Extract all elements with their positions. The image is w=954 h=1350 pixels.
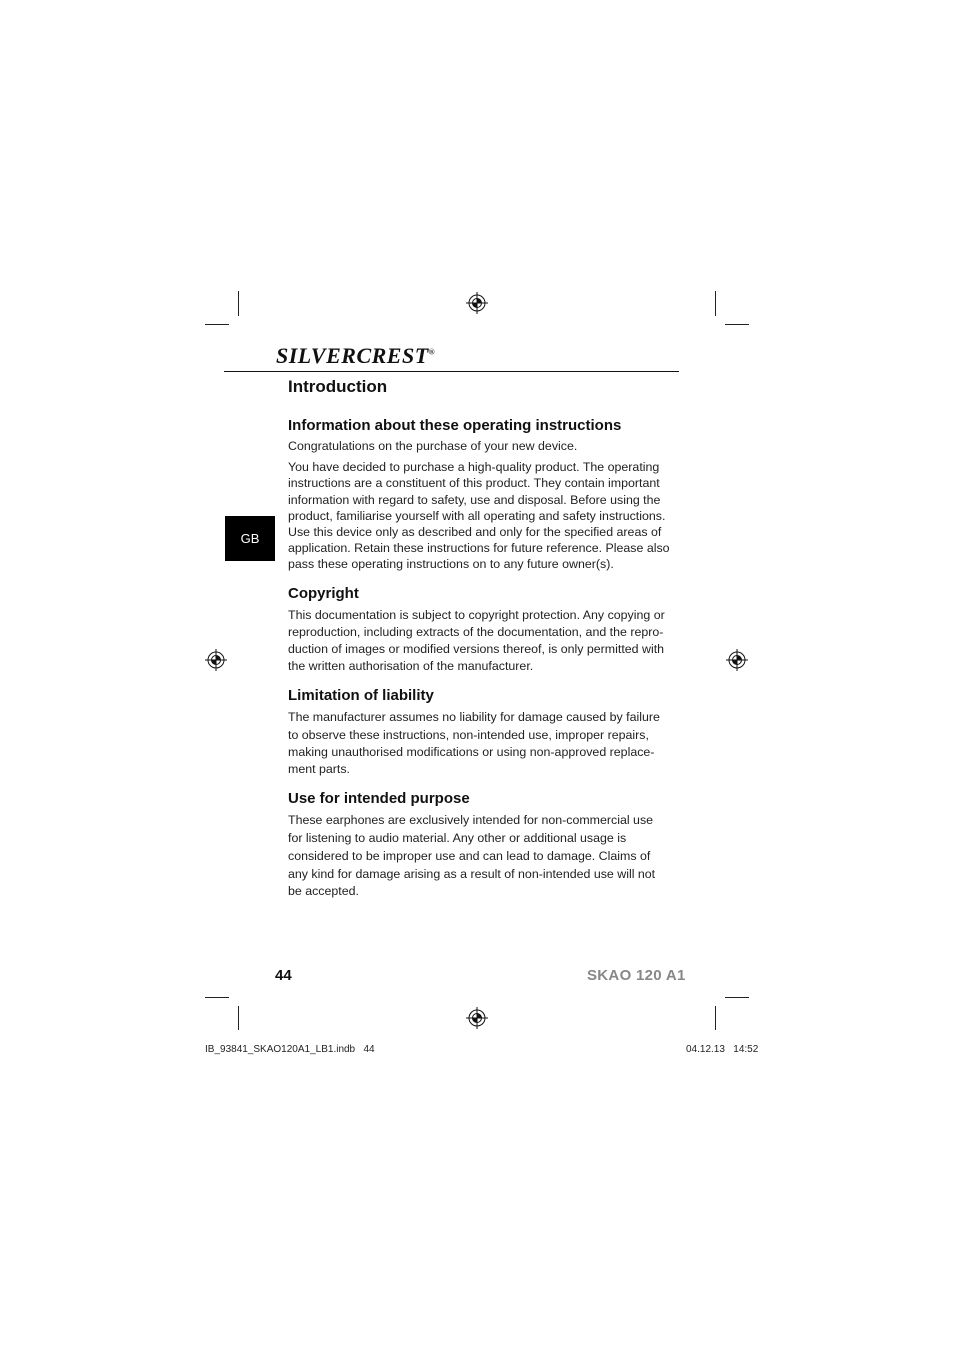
section-paragraph: You have decided to purchase a high-quality product. The operating instructions are a constituent of this product. They contain important information with regard to safety, use and disposal. Before using the product, familiarise yourself with all operating and safety instructions. Use this device only as described and only for the specified areas of application. Retain these instructions for future reference. Please also pass these operating instructions on to any future owner(s).: [288, 460, 670, 572]
slug-datetime-text: 04.12.13 14:52: [686, 1044, 759, 1055]
brand-name: SILVERCREST: [276, 343, 429, 368]
page-number: 44: [275, 967, 292, 984]
section-paragraph: Congratulations on the purchase of your new device.: [288, 439, 578, 453]
crop-mark-bottom-left-vertical: [238, 1006, 239, 1030]
registration-top-icon: [466, 292, 488, 314]
slug-datetime: [686, 1044, 758, 1055]
section-heading: Use for intended purpose: [288, 790, 470, 808]
brand-logo: [276, 343, 435, 369]
model-number: SKAO 120 A1: [587, 967, 686, 984]
section-heading: Limitation of liability: [288, 687, 434, 705]
slug-file: [205, 1044, 375, 1055]
section-intended-use: [288, 790, 670, 901]
section-paragraph: This documentation is subject to copyright protection. Any copying or reproduction, including extracts of the documentation, and the repro-duction of images or modified versions thereof, is only permitted with the written authorisation of the manufacturer.: [288, 607, 665, 674]
header-rule: [224, 371, 679, 372]
slug-file-text: IB_93841_SKAO120A1_LB1.indb 44: [205, 1044, 375, 1055]
language-tab: GB: [225, 516, 275, 561]
crop-mark-bottom-right-vertical: [715, 1006, 716, 1030]
crop-mark-bottom-left-horizontal: [205, 997, 229, 998]
crop-mark-top-right-horizontal: [725, 324, 749, 325]
registration-bottom-icon: [466, 1007, 488, 1029]
section-operating-instructions: [288, 417, 670, 573]
crop-mark-top-right-vertical: [715, 291, 716, 316]
section-heading: Copyright: [288, 584, 359, 602]
registration-right-icon: [726, 649, 748, 671]
section-paragraph: The manufacturer assumes no liability for damage caused by failure to observe these instructions, non-intended use, improper repairs, making unauthorised modifications or using non-approved replace-ment parts.: [288, 710, 660, 777]
page-title: Introduction: [288, 377, 388, 396]
section-copyright: [288, 585, 670, 676]
section-paragraph: These earphones are exclusively intended for non-commercial use for listening to audio material. Any other or additional usage is considered to be improper use and can lead to damage. Claims of any kind for damage arising as a result of non-intended use will not be accepted.: [288, 813, 656, 899]
page-content: [288, 374, 670, 901]
crop-mark-top-left-vertical: [238, 291, 239, 316]
section-heading: Information about these operating instructions: [288, 417, 622, 434]
registered-mark: ®: [428, 347, 436, 357]
section-liability: [288, 687, 670, 778]
crop-mark-bottom-right-horizontal: [725, 997, 749, 998]
crop-mark-top-left-horizontal: [205, 324, 229, 325]
registration-left-icon: [205, 649, 227, 671]
